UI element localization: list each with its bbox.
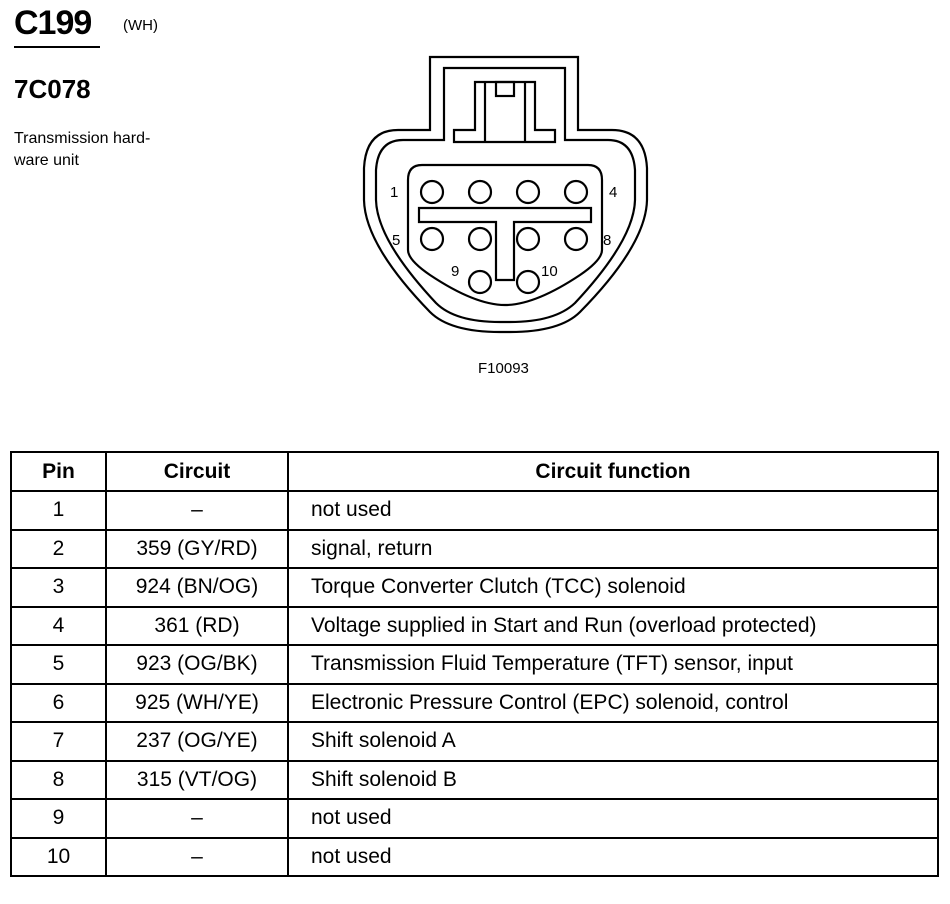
table-row [11,722,938,761]
table-row [11,838,938,877]
cell-circuit: 315 (VT/OG) [106,761,288,800]
cell-function: Shift solenoid B [288,761,938,800]
pin-label-8: 8 [603,232,612,249]
cell-circuit: 924 (BN/OG) [106,568,288,607]
pin-label-9: 9 [451,263,460,280]
table-row [11,645,938,684]
connector-outer-shell [364,57,647,332]
table-row [11,568,938,607]
pin-6 [469,228,491,250]
pin-1 [421,181,443,203]
col-header-function: Circuit function [288,452,938,491]
part-number: 7C078 [14,74,91,104]
connector-color: (WH) [123,17,158,34]
figure-id: F10093 [478,360,529,377]
locking-tab [454,82,555,142]
cell-pin: 6 [11,684,106,723]
cell-circuit: 923 (OG/BK) [106,645,288,684]
cell-function: signal, return [288,530,938,569]
cell-circuit: 359 (GY/RD) [106,530,288,569]
cell-function: Shift solenoid A [288,722,938,761]
cell-pin: 9 [11,799,106,838]
table-row [11,684,938,723]
connector-id-underline [14,46,100,48]
pin-7 [517,228,539,250]
table-header-row [11,452,938,491]
cell-function: Transmission Fluid Temperature (TFT) sensor, input [288,645,938,684]
table-row [11,530,938,569]
table-row [11,491,938,530]
cell-circuit: – [106,491,288,530]
cell-function: Torque Converter Clutch (TCC) solenoid [288,568,938,607]
cell-function: Voltage supplied in Start and Run (overload protected) [288,607,938,646]
pin-3 [517,181,539,203]
cell-pin: 10 [11,838,106,877]
cell-circuit: 925 (WH/YE) [106,684,288,723]
cell-function: Electronic Pressure Control (EPC) solenoid, control [288,684,938,723]
cell-pin: 5 [11,645,106,684]
pin-8 [565,228,587,250]
cell-pin: 3 [11,568,106,607]
pin-5 [421,228,443,250]
cell-function: not used [288,838,938,877]
pin-label-5: 5 [392,232,401,249]
connector-face-diagram [340,50,670,350]
cell-function: not used [288,799,938,838]
connector-id: C199 [14,4,92,42]
col-header-circuit: Circuit [106,452,288,491]
cell-circuit: 237 (OG/YE) [106,722,288,761]
cell-pin: 8 [11,761,106,800]
pin-label-1: 1 [390,184,399,201]
cell-pin: 1 [11,491,106,530]
pin-label-4: 4 [609,184,618,201]
cell-pin: 7 [11,722,106,761]
component-description: Transmission hard- ware unit [14,130,151,169]
pin-4 [565,181,587,203]
cell-pin: 2 [11,530,106,569]
pin-2 [469,181,491,203]
pinout-table [10,451,939,877]
connector-inner-shell [376,68,635,322]
table-row [11,761,938,800]
pin-10 [517,271,539,293]
pin-label-10: 10 [541,263,558,280]
pin-9 [469,271,491,293]
cell-circuit: – [106,799,288,838]
cell-pin: 4 [11,607,106,646]
col-header-pin: Pin [11,452,106,491]
pin-cavity [408,165,602,305]
cell-function: not used [288,491,938,530]
cell-circuit: – [106,838,288,877]
cell-circuit: 361 (RD) [106,607,288,646]
table-row [11,799,938,838]
table-row [11,607,938,646]
